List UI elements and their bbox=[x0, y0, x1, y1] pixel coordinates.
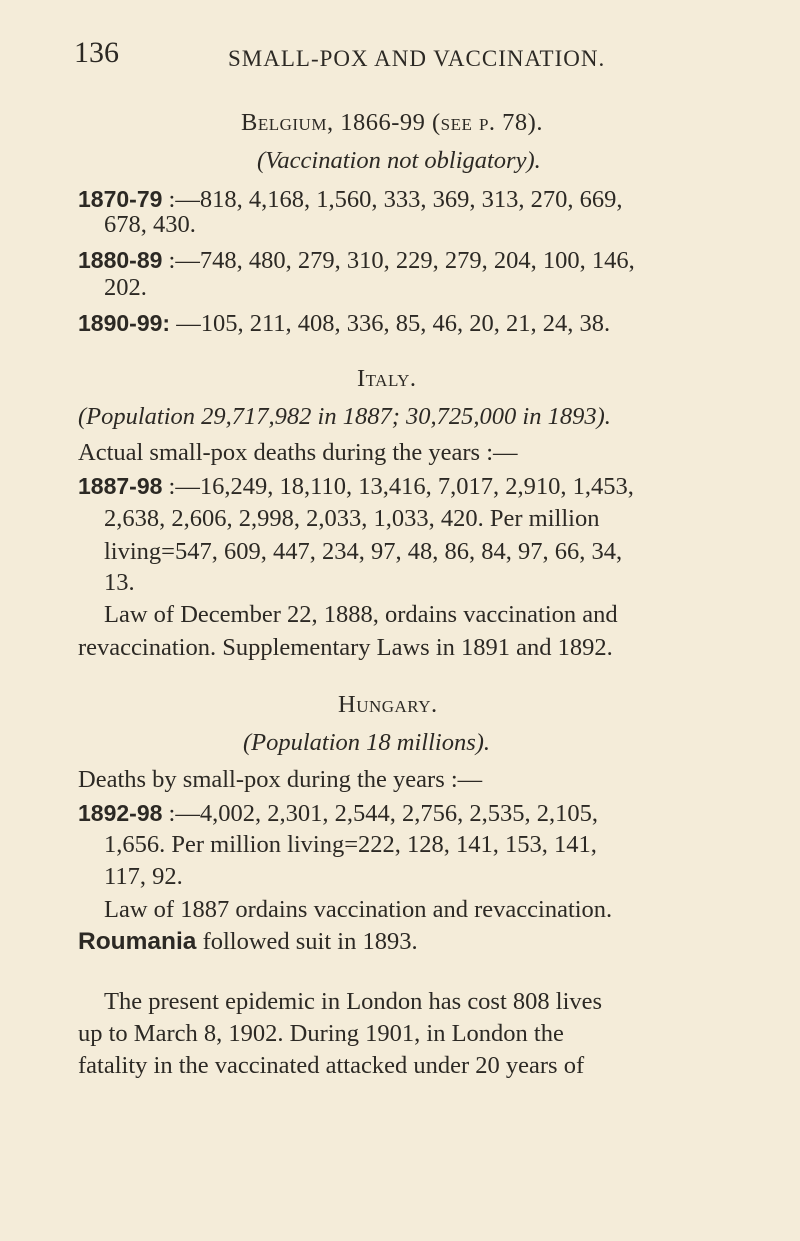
closing-line-3: fatality in the vaccinated attacked under 20 years of bbox=[78, 1052, 585, 1079]
italy-line-3: living=547, 609, 447, 234, 97, 48, 86, 84, 97, 66, 34, bbox=[104, 538, 623, 565]
belgium-years-1870: 1870-79 bbox=[78, 186, 163, 212]
hungary-subheading: (Population 18 millions). bbox=[243, 729, 491, 756]
belgium-values-1880-cont: 202. bbox=[104, 274, 147, 301]
hungary-line-3: 117, 92. bbox=[104, 863, 183, 890]
belgium-subheading: (Vaccination not obligatory). bbox=[257, 147, 541, 174]
belgium-sep-1890: — bbox=[170, 310, 201, 337]
belgium-years-1880: 1880-89 bbox=[78, 247, 163, 273]
belgium-values-1870-cont: 678, 430. bbox=[104, 211, 196, 238]
hungary-line-2: 1,656. Per million living=222, 128, 141, 153, 141, bbox=[104, 831, 597, 858]
page-number: 136 bbox=[74, 36, 119, 69]
italy-years: 1887-98 bbox=[78, 473, 163, 499]
hungary-sep: :— bbox=[162, 800, 200, 827]
italy-law-line-1: Law of December 22, 1888, ordains vaccination and bbox=[104, 601, 618, 628]
belgium-values-1880: 748, 480, 279, 310, 229, 279, 204, 100, 146, bbox=[199, 247, 635, 274]
belgium-sep-1880: :— bbox=[162, 247, 200, 274]
belgium-values-1870: 818, 4,168, 1,560, 333, 369, 313, 270, 669, bbox=[199, 186, 623, 213]
hungary-row-1892 bbox=[78, 798, 598, 829]
italy-sep: :— bbox=[162, 473, 200, 500]
belgium-row-1880 bbox=[78, 245, 635, 276]
belgium-years-1890: 1890-99: bbox=[78, 310, 171, 336]
closing-line-2: up to March 8, 1902. During 1901, in London the bbox=[78, 1020, 564, 1047]
roumania-rest: followed suit in 1893. bbox=[196, 928, 418, 955]
roumania-name: Roumania bbox=[78, 928, 197, 955]
italy-row-1887 bbox=[78, 471, 634, 502]
belgium-row-1890 bbox=[78, 308, 610, 339]
hungary-heading: Hungary. bbox=[338, 691, 438, 718]
italy-heading: Italy. bbox=[357, 365, 417, 392]
running-title: SMALL-POX AND VACCINATION. bbox=[228, 46, 606, 71]
italy-line-1: 16,249, 18,110, 13,416, 7,017, 2,910, 1,453, bbox=[199, 473, 634, 500]
belgium-sep-1870: :— bbox=[162, 186, 200, 213]
roumania-line bbox=[78, 927, 418, 957]
belgium-values-1890: 105, 211, 408, 336, 85, 46, 20, 21, 24, 38. bbox=[200, 310, 611, 337]
hungary-intro: Deaths by small-pox during the years :— bbox=[78, 766, 483, 793]
hungary-years: 1892-98 bbox=[78, 800, 163, 826]
hungary-line-1: 4,002, 2,301, 2,544, 2,756, 2,535, 2,105, bbox=[199, 800, 598, 827]
italy-subheading: (Population 29,717,982 in 1887; 30,725,000 in 1893). bbox=[78, 403, 611, 430]
italy-line-4: 13. bbox=[104, 569, 135, 596]
belgium-heading: Belgium, 1866-99 (see p. 78). bbox=[241, 109, 543, 136]
italy-intro: Actual small-pox deaths during the years :— bbox=[78, 439, 518, 466]
italy-line-2: 2,638, 2,606, 2,998, 2,033, 1,033, 420. Per million bbox=[104, 505, 600, 532]
closing-line-1: The present epidemic in London has cost 808 lives bbox=[104, 988, 603, 1015]
italy-law-line-2: revaccination. Supplementary Laws in 1891 and 1892. bbox=[78, 634, 613, 661]
hungary-law-line: Law of 1887 ordains vaccination and revaccination. bbox=[104, 896, 613, 923]
